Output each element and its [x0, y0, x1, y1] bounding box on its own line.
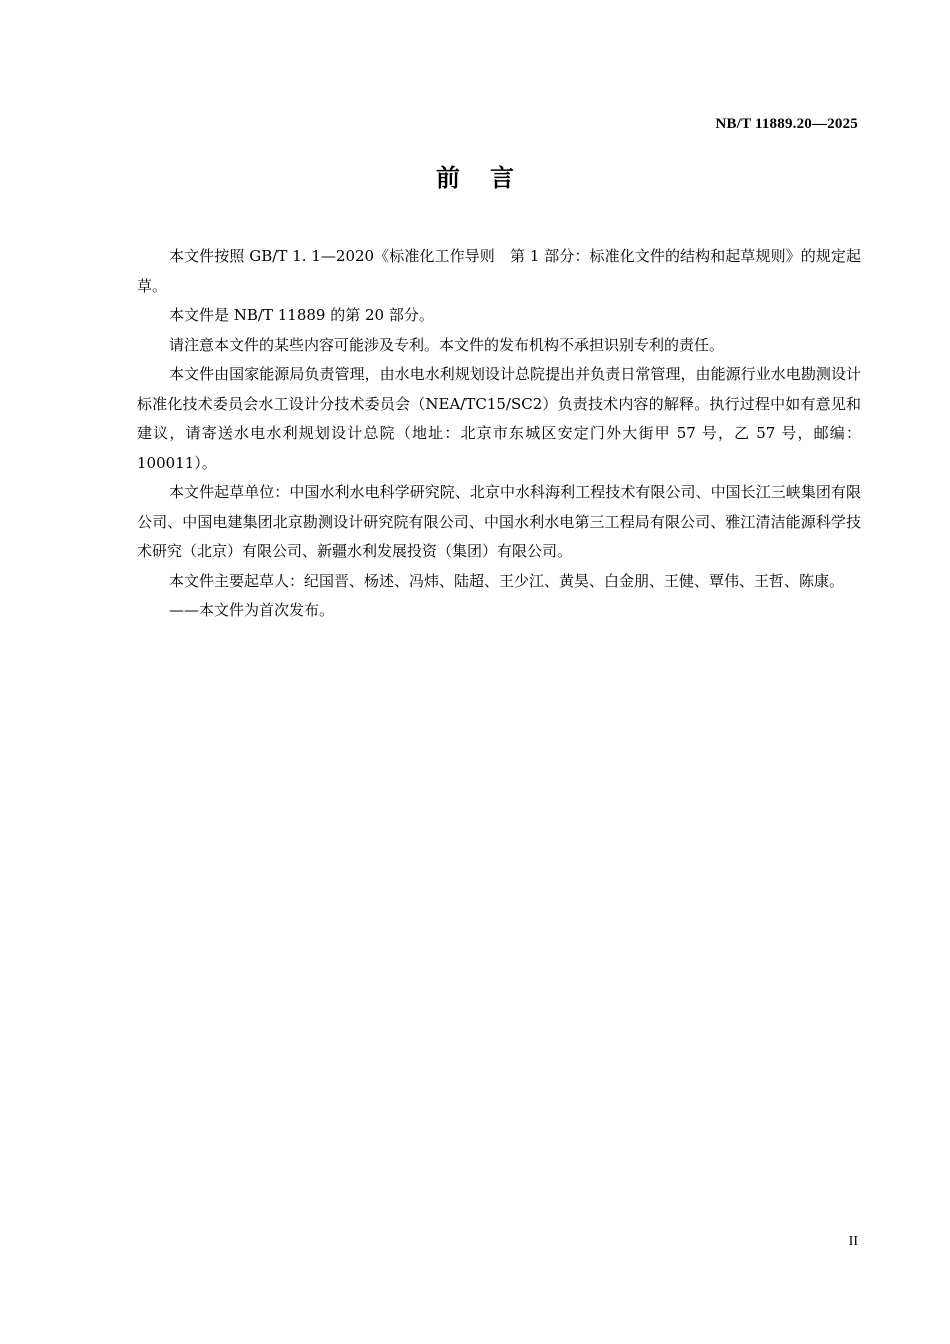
page-title: 前言	[436, 164, 544, 192]
document-number: NB/T 11889.20—2025	[715, 116, 858, 132]
page-number: II	[848, 1234, 858, 1249]
paragraph-part-info: 本文件是 NB/T 11889 的第 20 部分。	[169, 306, 434, 324]
foreword-body	[137, 242, 861, 626]
paragraph-first-release: ——本文件为首次发布。	[169, 601, 335, 619]
paragraph-management: 本文件由国家能源局负责管理，由水电水利规划设计总院提出并负责日常管理，由能源行业水电勘测设计标准化技术委员会水工设计分技术委员会（NEA/TC15/SC2）负责技术内容的解释。执行过程中如有意见和建议，请寄送水电水利规划设计总院（地址：北京市东城区安定门外大街甲 57 号，乙 57 号，邮编：100011）。	[137, 365, 861, 472]
paragraph-drafting-rules: 本文件按照 GB/T 1. 1—2020《标准化工作导则 第 1 部分：标准化文件的结构和起草规则》的规定起草。	[137, 247, 861, 295]
paragraph-patent-notice: 请注意本文件的某些内容可能涉及专利。本文件的发布机构不承担识别专利的责任。	[169, 335, 725, 354]
paragraph-drafting-units: 本文件起草单位：中国水利水电科学研究院、北京中水科海利工程技术有限公司、中国长江三峡集团有限公司、中国电建集团北京勘测设计研究院有限公司、中国水利水电第三工程局有限公司、雅江清洁能源科学技术研究（北京）有限公司、新疆水利发展投资（集团）有限公司。	[137, 483, 861, 560]
paragraph-drafters: 本文件主要起草人：纪国晋、杨述、冯炜、陆超、王少江、黄昊、白金朋、王健、覃伟、王哲、陈康。	[169, 571, 845, 590]
